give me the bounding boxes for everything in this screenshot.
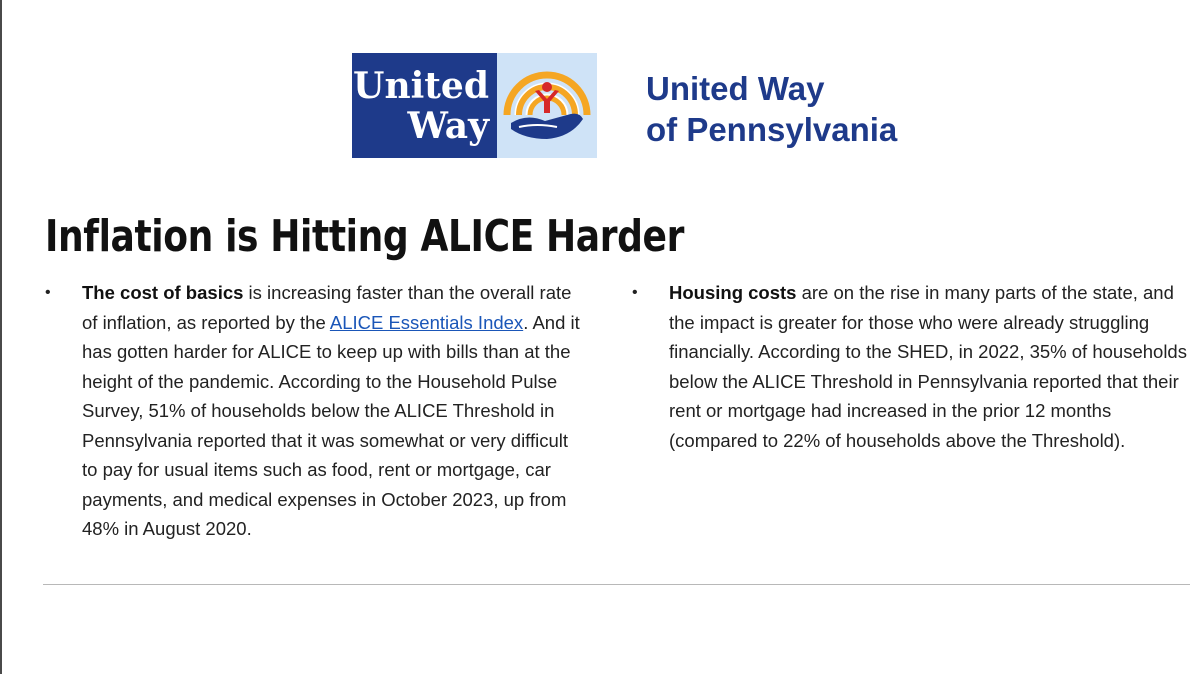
alice-essentials-index-link[interactable]: ALICE Essentials Index	[329, 311, 524, 333]
bullet-text	[82, 278, 585, 544]
bullet-housing-costs	[632, 278, 1192, 455]
united-way-hand-rainbow-icon	[497, 53, 597, 158]
bullet-text	[669, 278, 1192, 455]
left-edge-border	[0, 0, 2, 674]
bullet-body-start: is increasing faster than the overall rate of inflation, as reported by the	[82, 282, 572, 333]
bullet-body: are on the rise in many parts of the state, and the impact is greater for those who were already struggling financially. According to the SHED, in 2022, 35% of households below the ALICE Threshold in Pennsylvania reported that their rent or mortgage had increased in the prior 12 months (compared to 22% of households above the Threshold).	[669, 282, 1187, 451]
bullet-icon: •	[45, 284, 51, 301]
horizontal-divider	[43, 584, 1190, 585]
bullet-body-end: . And it has gotten harder for ALICE to keep up with bills than at the height of the pandemic. According to the Household Pulse Survey, 51% of households below the ALICE Threshold in Pennsylvania reported that it was somewhat or very difficult to pay for usual items such as food, rent or mortgage, car payments, and medical expenses in October 2023, up from 48% in August 2020.	[82, 311, 580, 539]
bullet-icon: •	[632, 284, 638, 301]
logo-word-way: Way	[407, 104, 489, 147]
logo-word-united: United	[353, 64, 489, 107]
united-way-logo	[352, 53, 597, 158]
bullet-cost-of-basics	[45, 278, 585, 544]
bullet-bold-lead: The cost of basics	[82, 282, 244, 303]
org-name-line1: United Way	[646, 70, 825, 107]
bullet-bold-lead: Housing costs	[669, 282, 797, 303]
left-column	[45, 278, 585, 544]
logo-wordmark	[352, 53, 497, 158]
organization-name	[646, 68, 897, 150]
page-title: Inflation is Hitting ALICE Harder	[45, 211, 684, 262]
right-column	[632, 278, 1192, 455]
org-name-line2: of Pennsylvania	[646, 111, 898, 148]
